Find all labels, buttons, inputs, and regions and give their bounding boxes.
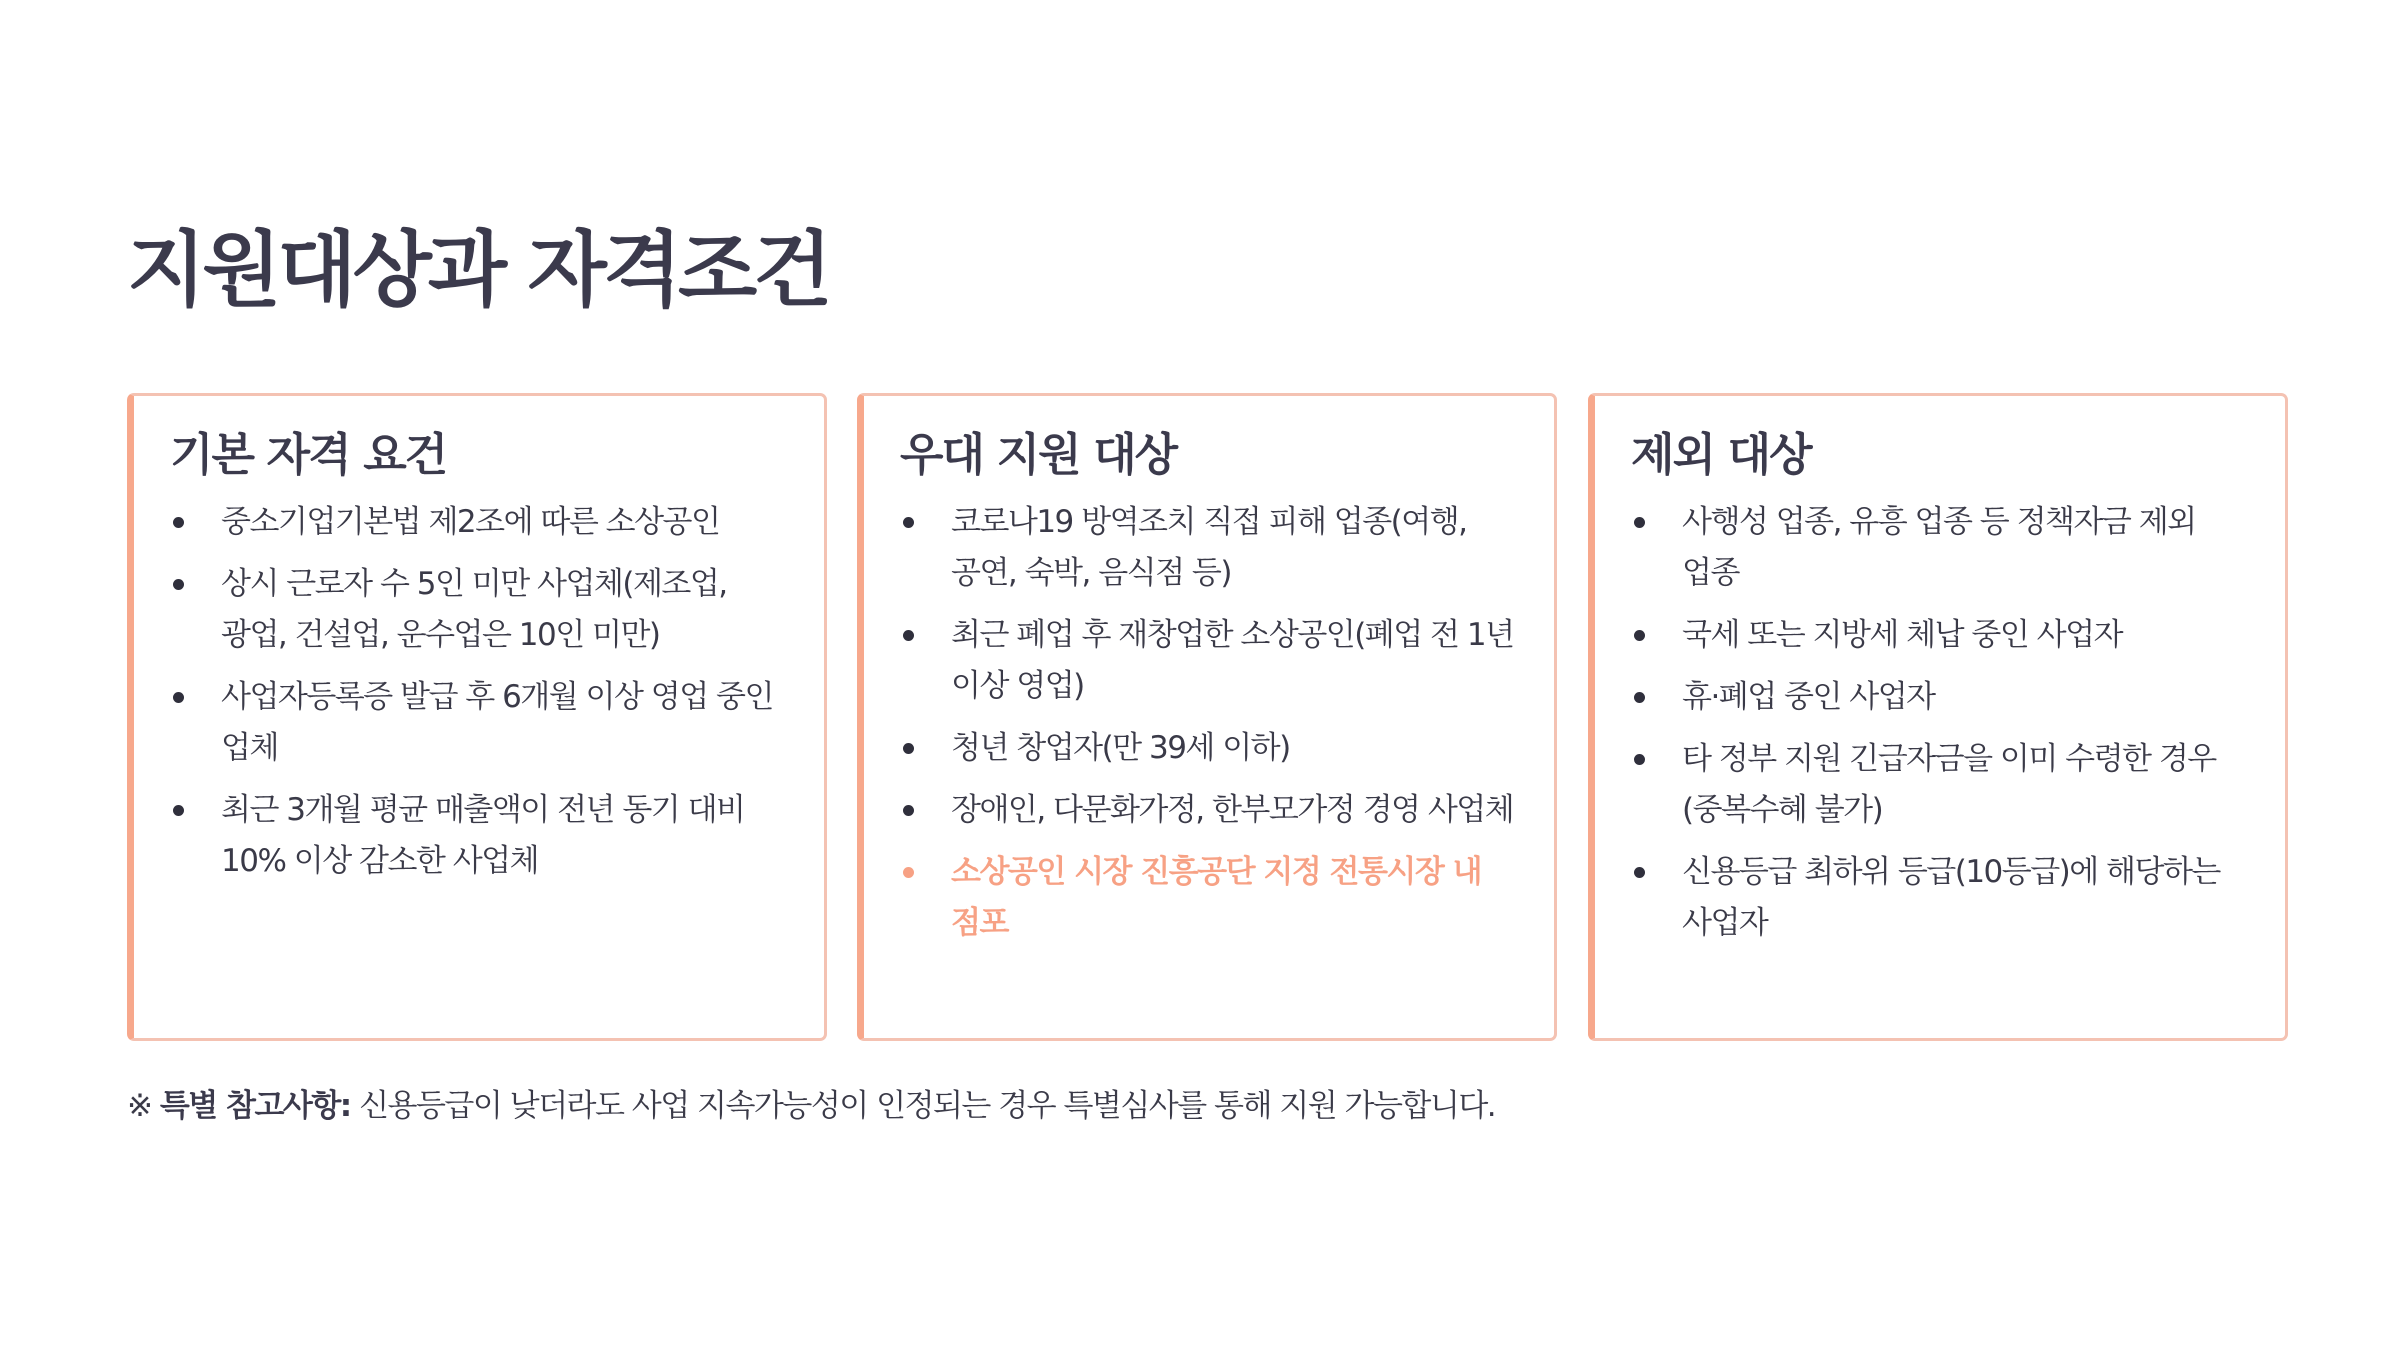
card-list bbox=[1631, 497, 2255, 949]
note-symbol: ※ bbox=[127, 1088, 152, 1124]
list-item bbox=[900, 785, 1524, 836]
list-item-text: 청년 창업자(만 39세 이하) bbox=[951, 729, 1290, 766]
bullet-icon bbox=[1634, 754, 1645, 765]
bullet-icon bbox=[173, 517, 184, 528]
list-item-text: 소상공인 시장 진흥공단 지정 전통시장 내 점포 bbox=[951, 853, 1482, 941]
list-item-text: 최근 폐업 후 재창업한 소상공인(폐업 전 1년 이상 영업) bbox=[951, 616, 1514, 704]
card-exclusions bbox=[1588, 393, 2288, 1041]
bullet-icon bbox=[903, 743, 914, 754]
bullet-icon bbox=[903, 867, 914, 878]
criteria-cards bbox=[127, 393, 2288, 1041]
highlighted-list-item bbox=[900, 847, 1524, 949]
card-title: 우대 지원 대상 bbox=[900, 428, 1177, 481]
list-item bbox=[1631, 610, 2255, 661]
list-item-text: 사업자등록증 발급 후 6개월 이상 영업 중인 업체 bbox=[221, 678, 773, 766]
card-basic-eligibility bbox=[127, 393, 827, 1041]
list-item bbox=[170, 497, 794, 548]
list-item bbox=[1631, 734, 2255, 836]
card-list bbox=[170, 497, 794, 887]
bullet-icon bbox=[173, 692, 184, 703]
list-item bbox=[170, 672, 794, 774]
list-item-text: 최근 3개월 평균 매출액이 전년 동기 대비 10% 이상 감소한 사업체 bbox=[221, 791, 745, 879]
list-item-text: 휴·폐업 중인 사업자 bbox=[1682, 678, 1935, 715]
card-preferred-support bbox=[857, 393, 1557, 1041]
bullet-icon bbox=[903, 805, 914, 816]
card-list bbox=[900, 497, 1524, 949]
list-item-text: 신용등급 최하위 등급(10등급)에 해당하는 사업자 bbox=[1682, 853, 2220, 941]
bullet-icon bbox=[903, 517, 914, 528]
bullet-icon bbox=[1634, 692, 1645, 703]
list-item bbox=[170, 559, 794, 661]
note-text: 신용등급이 낮더라도 사업 지속가능성이 인정되는 경우 특별심사를 통해 지원 가능합니다. bbox=[359, 1088, 1496, 1124]
list-item-text: 상시 근로자 수 5인 미만 사업체(제조업, 광업, 건설업, 운수업은 10인 미만) bbox=[221, 565, 727, 653]
card-title: 제외 대상 bbox=[1631, 428, 1811, 481]
list-item bbox=[1631, 847, 2255, 949]
bullet-icon bbox=[1634, 517, 1645, 528]
list-item-text: 국세 또는 지방세 체납 중인 사업자 bbox=[1682, 616, 2123, 653]
list-item-text: 타 정부 지원 긴급자금을 이미 수령한 경우(중복수혜 불가) bbox=[1682, 740, 2216, 828]
list-item bbox=[1631, 672, 2255, 723]
bullet-icon bbox=[1634, 867, 1645, 878]
list-item-text: 사행성 업종, 유흥 업종 등 정책자금 제외 업종 bbox=[1682, 503, 2196, 591]
list-item-text: 장애인, 다문화가정, 한부모가정 경영 사업체 bbox=[951, 791, 1514, 828]
list-item bbox=[900, 497, 1524, 599]
list-item-text: 코로나19 방역조치 직접 피해 업종(여행, 공연, 숙박, 음식점 등) bbox=[951, 503, 1467, 591]
list-item bbox=[170, 785, 794, 887]
page-title: 지원대상과 자격조건 bbox=[127, 223, 829, 318]
bullet-icon bbox=[903, 630, 914, 641]
list-item bbox=[900, 610, 1524, 712]
bullet-icon bbox=[1634, 630, 1645, 641]
bullet-icon bbox=[173, 805, 184, 816]
note-label: 특별 참고사항: bbox=[159, 1088, 351, 1124]
card-title: 기본 자격 요건 bbox=[170, 428, 447, 481]
special-note bbox=[127, 1080, 1495, 1125]
list-item-text: 중소기업기본법 제2조에 따른 소상공인 bbox=[221, 503, 720, 540]
bullet-icon bbox=[173, 579, 184, 590]
list-item bbox=[1631, 497, 2255, 599]
list-item bbox=[900, 723, 1524, 774]
